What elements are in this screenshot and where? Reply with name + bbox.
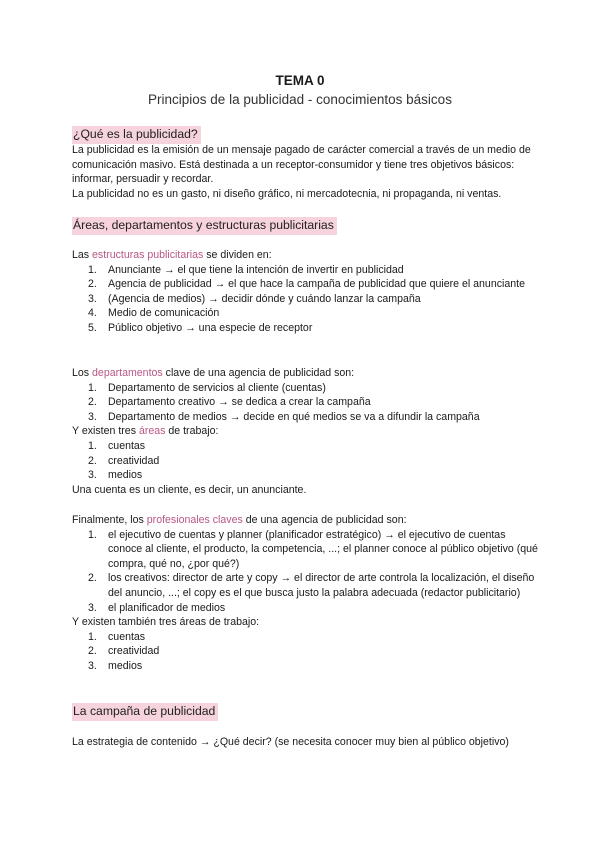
list-item: 2. Agencia de publicidad → el que hace la campaña de publicidad que quiere el anunciante (88, 278, 525, 291)
list-item: 2. creatividad (88, 645, 160, 658)
page-subtitle: Principios de la publicidad - conocimientos básicos (148, 92, 452, 107)
estructuras-intro: Las estructuras publicitarias se dividen en: (72, 249, 272, 261)
list-item: 4. Medio de comunicación (88, 307, 220, 320)
section-heading-areas: Áreas, departamentos y estructuras publicitarias (72, 217, 337, 235)
list-item: 2. creatividad (88, 454, 160, 467)
term-estructuras: estructuras publicitarias (92, 249, 204, 261)
areas2-intro: Y existen también tres áreas de trabajo: (72, 616, 260, 629)
list-item: 3. (Agencia de medios) → decidir dónde y cuándo lanzar la campaña (88, 292, 421, 305)
list-item: 5. Público objetivo → una especie de receptor (88, 321, 313, 334)
estructuras-list (72, 263, 540, 336)
list-item: 3. medios (88, 469, 143, 482)
cuenta-note: Una cuenta es un cliente, es decir, un anunciante. (72, 483, 307, 496)
profesionales-list (72, 528, 540, 616)
section-que-es-body (72, 143, 540, 201)
departamentos-list (72, 381, 540, 425)
list-item: 1. cuentas (88, 630, 146, 643)
paragraph: La publicidad no es un gasto, ni diseño gráfico, ni mercadotecnia, ni propaganda, ni ventas. (72, 187, 502, 200)
term-departamentos: departamentos (92, 367, 163, 379)
areas-list (72, 439, 540, 483)
paragraph: La publicidad es la emisión de un mensaje pagado de carácter comercial a través de un medio de comunicación masivo. Está destinada a un receptor-consumidor y tiene tres objetivos básicos: informar, persuadir y recordar. (72, 144, 531, 186)
list-item: 3. medios (88, 659, 143, 672)
profesionales-intro: Finalmente, los profesionales claves de una agencia de publicidad son: (72, 514, 407, 526)
section-heading-que-es: ¿Qué es la publicidad? (72, 126, 201, 144)
list-item: 1. Anunciante → el que tiene la intención de invertir en publicidad (88, 263, 404, 276)
estructuras-block (72, 248, 540, 336)
paragraph: La estrategia de contenido → ¿Qué decir? (se necesita conocer muy bien al público objetivo) (72, 736, 509, 748)
list-item: 3. el planificador de medios (88, 601, 226, 614)
list-item: 2. los creativos: director de arte y copy → el director de arte controla la localización, el diseño del anuncio, ...; el copy es el que busca justo la palabra adecuada (redactor publicitario) (88, 572, 535, 599)
section-areas (72, 217, 540, 235)
areas-intro: Y existen tres áreas de trabajo: (72, 425, 219, 438)
section-que-es (72, 126, 540, 144)
section-campana (72, 703, 540, 721)
term-areas: áreas (138, 425, 166, 438)
page-title: TEMA 0 (275, 73, 325, 88)
section-campana-body (72, 735, 540, 750)
list-item: 1. cuentas (88, 439, 146, 452)
list-item: 2. Departamento creativo → se dedica a crear la campaña (88, 396, 371, 409)
term-profesionales: profesionales claves (146, 514, 243, 526)
list-item: 1. Departamento de servicios al cliente (cuentas) (88, 381, 326, 394)
list-item: 1. el ejecutivo de cuentas y planner (planificador estratégico) → el ejecutivo de cuentas conoce al cliente, el producto, la competencia, ...; el planner conoce al público objetivo (qué compra, qué no, ¿por qué?) (88, 528, 538, 570)
departamentos-intro: Los departamentos clave de una agencia de publicidad son: (72, 367, 355, 379)
profesionales-block (72, 513, 540, 674)
departamentos-block (72, 366, 540, 497)
section-heading-campana: La campaña de publicidad (72, 703, 218, 721)
areas2-list (72, 630, 540, 674)
list-item: 3. Departamento de medios → decide en qué medios se va a difundir la campaña (88, 410, 480, 423)
